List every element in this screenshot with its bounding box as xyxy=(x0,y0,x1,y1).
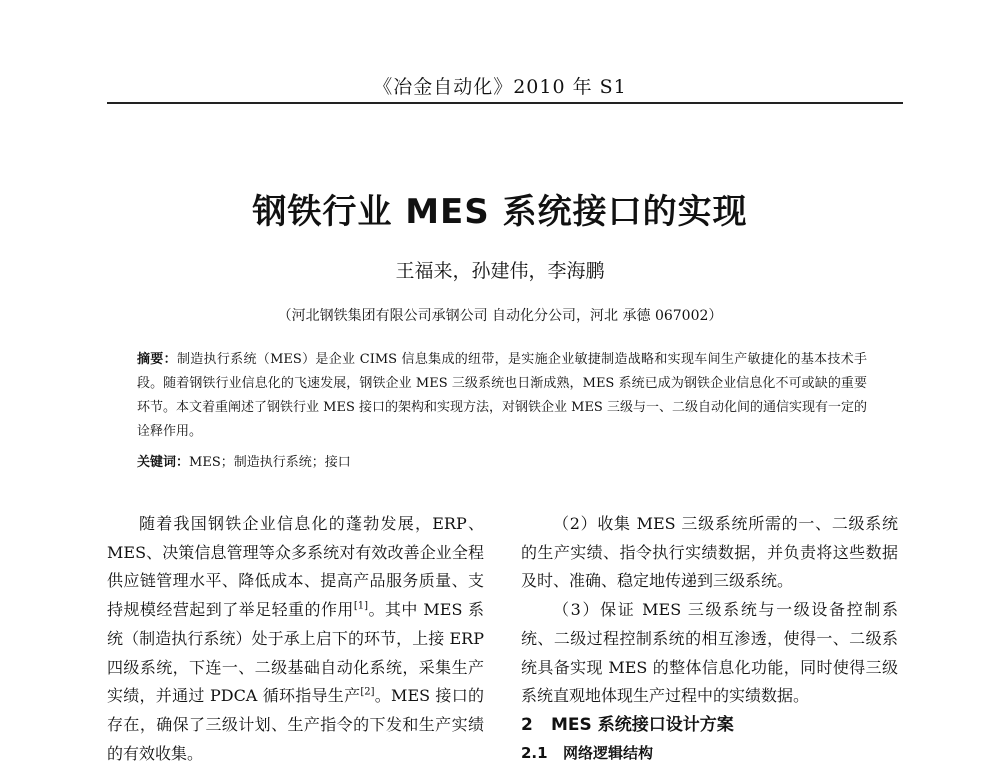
subsection-title: 网络逻辑结构 xyxy=(563,743,654,762)
abstract-text: 制造执行系统（MES）是企业 CIMS 信息集成的纽带，是实施企业敏捷制造战略和实现车间生产敏捷化的基本技术手段。随着钢铁行业信息化的飞速发展，钢铁企业 MES 三级系统也日渐成熟，MES 系统已成为钢铁企业信息化不可或缺的重要环节。本文着重阐述了钢铁行业 MES 接口的架构和实现方法，对钢铁企业 MES 三级与一、二级自动化间的通信实现有一定的诠释作用。 xyxy=(137,352,867,439)
subsection-heading-2-1 xyxy=(521,739,898,767)
keywords-label: 关键词： xyxy=(137,455,190,470)
body-right-column xyxy=(521,510,898,767)
affiliation: （河北钢铁集团有限公司承钢公司 自动化分公司，河北 承德 067002） xyxy=(277,308,723,324)
abstract-label: 摘要： xyxy=(137,352,177,367)
list-item-3: （3）保证 MES 三级系统与一级设备控制系统、二级过程控制系统的相互渗透，使得一、二级系统具备实现 MES 的整体信息化功能，同时使得三级系统直观地体现生产过程中的实绩数据。 xyxy=(521,600,898,706)
journal-header: 《冶金自动化》2010 年 S1 xyxy=(373,76,627,98)
citation-1: [1] xyxy=(353,600,369,612)
section-number: 2 xyxy=(521,714,533,735)
section-heading-2 xyxy=(521,711,898,739)
intro-text-part1: 随着我国钢铁企业信息化的蓬勃发展，ERP、MES、决策信息管理等众多系统对有效改善企业全程供应链管理水平、降低成本、提高产品服务质量、支持规模经营起到了举足轻重的作用 xyxy=(107,514,484,620)
authors: 王福来，孙建伟，李海鹏 xyxy=(395,260,605,282)
keywords-text: MES；制造执行系统；接口 xyxy=(189,455,351,470)
section-title: MES 系统接口设计方案 xyxy=(551,714,734,735)
intro-text-part3: 。MES 接口的存在，确保了三级计划、生产指令的下发和生产实绩的有效收集。 xyxy=(107,686,484,763)
abstract xyxy=(137,348,867,444)
body-left-column xyxy=(107,510,484,768)
citation-2: [2] xyxy=(360,686,375,698)
keywords xyxy=(137,451,867,475)
intro-paragraph xyxy=(107,510,484,768)
subsection-number: 2.1 xyxy=(521,743,548,762)
intro-text-part2: 。其中 MES 系统（制造执行系统）处于承上启下的环节，上接 ERP 四级系统，下连一、二级基础自动化系统，采集生产实绩，并通过 PDCA 循环指导生产 xyxy=(107,600,484,706)
list-item-2: （2）收集 MES 三级系统所需的一、二级系统的生产实绩、指令执行实绩数据，并负责将这些数据及时、准确、稳定地传递到三级系统。 xyxy=(521,514,898,591)
paper-title: 钢铁行业 MES 系统接口的实现 xyxy=(252,192,748,232)
header-rule xyxy=(107,102,903,104)
